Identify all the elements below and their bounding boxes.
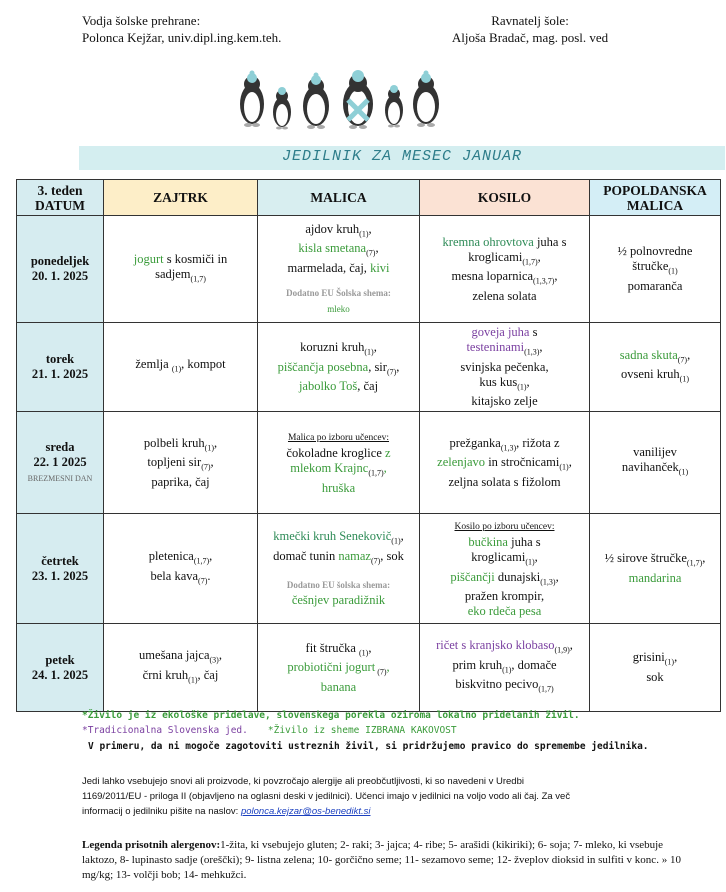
punct: , čaj <box>197 667 219 682</box>
popoldanska-cell <box>590 216 721 323</box>
food-item: juha s <box>533 234 567 249</box>
allergen-code: (1) <box>502 665 512 675</box>
col-week-label: 3. teden <box>37 182 83 198</box>
punct: , <box>396 359 400 374</box>
day-date: 24. 1. 2025 <box>31 667 89 682</box>
food-item: sok <box>646 669 664 684</box>
food-item: bučkina <box>468 535 508 549</box>
malica-cell <box>258 624 420 712</box>
table-row <box>17 412 721 514</box>
food-item: eko rdeča pesa <box>467 604 542 618</box>
punct: , <box>555 569 559 584</box>
day-cell <box>17 323 104 412</box>
zajtrk-cell <box>104 412 258 514</box>
food-item: prežganka <box>449 435 501 450</box>
food-item: štručke <box>632 259 669 274</box>
food-item: s kosmiči in sadjem <box>155 251 228 281</box>
table-row <box>17 514 721 624</box>
food-item: bela kava <box>150 568 199 583</box>
food-item: žemlja <box>135 357 172 372</box>
food-item: ričet s kranjsko klobaso <box>436 638 555 653</box>
allergen-code: (1) <box>364 347 374 357</box>
allergen-code: (1,7) <box>193 556 210 566</box>
punct: , <box>534 550 538 564</box>
food-item: zeljna solata s fižolom <box>448 474 561 489</box>
info-line: 1169/2011/EU - priloga II (objavljeno na oglasni deski v jedilnici). Učenci imajo v jedilnici na voljo vodo ali čaj. Za več <box>82 791 571 802</box>
allergen-code: (7) <box>370 556 381 565</box>
food-item: , kompot <box>181 357 226 372</box>
allergen-code: (3) <box>209 655 219 665</box>
food-item: grisini <box>632 650 665 665</box>
page-title: JEDILNIK ZA MESEC JANUAR <box>281 148 523 165</box>
punct: . <box>207 568 211 583</box>
penguin-1 <box>240 71 264 128</box>
day-cell <box>17 624 104 712</box>
food-item: pletenica <box>148 549 194 563</box>
kosilo-cell <box>420 323 590 412</box>
legend-text: 1-žita, ki vsebujejo gluten; 2- raki; 3- jajca; 4- ribe; 5- arašidi (kikiriki); 6- soja; 7- mleko, ki vsebuje laktozo, 8- lupinasto sadje (oreščki); 9- listna zelena; 10- gorčično seme; 11- sezamovo seme; 12- žveplov dioksid in sulfiti v konc. » 10 mg/kg; 13- volčji bob; 14- mehkužci. <box>82 839 681 881</box>
allergen-code: (1,3) <box>524 347 540 357</box>
allergen-code: (1,7) <box>538 684 554 694</box>
malica-cell <box>258 412 420 514</box>
principal-role: Ravnatelj šole: <box>491 13 569 28</box>
table-row <box>17 624 721 712</box>
food-item: navihanček <box>621 460 679 475</box>
food-item: ajdov kruh <box>305 221 360 236</box>
allergen-code: (7) <box>366 248 376 258</box>
food-item: prim kruh <box>452 657 503 672</box>
food-item: sadna skuta <box>619 347 678 362</box>
allergen-code: (1,3) <box>500 443 517 452</box>
punct: , <box>210 455 214 469</box>
food-item: čokoladne kroglice <box>286 446 385 461</box>
col-date-label: DATUM <box>35 197 85 213</box>
food-item: ½ sirove štručke <box>604 551 687 566</box>
popoldanska-cell <box>590 412 721 514</box>
food-item: , čaj <box>357 379 379 393</box>
food-item: , rižota z <box>516 435 560 450</box>
food-item: dunajski <box>494 569 541 584</box>
penguin-4 <box>343 70 373 129</box>
punct: , <box>386 660 390 674</box>
food-item: fit štručka <box>305 640 359 655</box>
popoldanska-cell <box>590 514 721 624</box>
punct: , <box>539 340 543 354</box>
food-item: marmelada, čaj, <box>287 260 371 275</box>
punct: , <box>674 650 678 665</box>
zajtrk-cell <box>104 514 258 624</box>
eu-scheme-item: mleko <box>327 303 350 314</box>
food-item: mandarina <box>628 570 682 585</box>
food-item: svinjska pečenka, <box>460 359 549 374</box>
day-date: 22. 1 2025 <box>33 454 87 469</box>
eu-scheme-label: Dodatno EU Šolska shema: <box>286 287 391 298</box>
day-date: 20. 1. 2025 <box>31 269 89 283</box>
eu-scheme-label: Dodatno EU šolska shema: <box>286 580 391 590</box>
food-item: zelenjavo <box>437 455 486 469</box>
allergen-code: (1) <box>204 443 214 452</box>
malica-cell <box>258 216 420 323</box>
punct: , <box>373 340 377 354</box>
food-item: namaz <box>338 548 371 563</box>
punct: , <box>554 269 558 283</box>
eco-note: *Živilo je iz ekološke pridelave, slovenskega porekla oziroma lokalno pridelanih živil. <box>82 710 580 721</box>
malica-cell <box>258 323 420 412</box>
quality-scheme-note: *Živilo iz sheme IZBRANA KAKOVOST <box>267 725 457 736</box>
punct: , <box>702 551 706 566</box>
food-item: vanilijev <box>633 445 677 460</box>
info-line <box>82 804 682 819</box>
kosilo-cell <box>420 216 590 323</box>
punct: , <box>569 638 573 653</box>
penguin-2 <box>273 87 291 130</box>
allergen-code: (1) <box>525 557 535 567</box>
punct: , <box>209 549 213 563</box>
allergen-code: (1) <box>359 229 369 238</box>
food-item: hruška <box>321 480 356 495</box>
dietitian-block <box>82 12 281 46</box>
col-pop-label-2: MALICA <box>626 197 684 213</box>
change-disclaimer: V primeru, da ni mogoče zagotoviti ustreznih živil, si pridržujemo pravico do spremembe jedilnika. <box>88 741 649 752</box>
allergen-code: (7) <box>375 667 387 677</box>
col-header-date <box>17 180 104 216</box>
punct: , <box>687 347 691 362</box>
col-header-kosilo: KOSILO <box>420 180 590 216</box>
allergen-code: (1) <box>559 462 569 472</box>
allergen-code: (1) <box>664 657 675 667</box>
food-item: , sir <box>368 359 387 374</box>
allergen-code: (1) <box>679 374 689 384</box>
allergen-code: (1,7) <box>522 257 538 266</box>
food-item: pomaranča <box>627 278 683 293</box>
allergen-code: (7) <box>201 462 211 472</box>
allergen-code: (1,3) <box>540 577 556 586</box>
food-item: banana <box>320 679 357 694</box>
principal-name: Aljoša Bradač, mag. posl. ved <box>451 30 609 45</box>
food-item: kmečki kruh Senekovič <box>273 529 392 543</box>
dietitian-role: Vodja šolske prehrane: <box>82 13 201 28</box>
punct: , <box>213 435 218 450</box>
allergen-code: (1,3,7) <box>533 276 555 286</box>
popoldanska-cell <box>590 624 721 712</box>
col-header-zajtrk: ZAJTRK <box>104 180 258 216</box>
legend-label: Legenda prisotnih alergenov: <box>82 839 221 851</box>
food-item: in stročnicami <box>485 455 560 469</box>
food-item: goveja juha <box>471 325 530 339</box>
day-name: torek <box>45 352 75 366</box>
allergen-code: (7) <box>198 576 208 585</box>
food-item: kroglicami <box>471 550 526 564</box>
table-row <box>17 216 721 323</box>
meatless-day-label: BREZMESNI DAN <box>27 473 93 483</box>
tradition-note <box>82 725 457 736</box>
food-item: mlekom Krajnc <box>290 461 369 476</box>
food-item: ½ polnovredne <box>617 244 693 259</box>
day-cell <box>17 216 104 323</box>
choice-note: Malica po izboru učencev: <box>287 433 390 444</box>
food-item: , domače <box>511 657 557 672</box>
title-band <box>79 146 725 170</box>
food-item: ovseni kruh <box>620 367 680 381</box>
kosilo-cell <box>420 624 590 712</box>
punct: , <box>537 249 541 264</box>
penguin-6 <box>413 71 439 128</box>
zajtrk-cell <box>104 624 258 712</box>
principal-block <box>430 12 630 46</box>
food-item: z <box>385 446 391 461</box>
day-date: 23. 1. 2025 <box>31 568 89 583</box>
allergen-code: (1,7) <box>368 468 384 478</box>
day-cell <box>17 412 104 514</box>
punct: , <box>400 529 404 543</box>
food-item: probiotični jogurt <box>287 660 376 674</box>
table-header-row <box>17 180 721 216</box>
penguin-5 <box>385 85 403 128</box>
penguins-illustration <box>232 68 452 134</box>
allergen-code: (1) <box>188 675 198 684</box>
allergen-code: (1) <box>171 364 182 374</box>
allergen-code: (7) <box>386 367 397 376</box>
day-name: ponedeljek <box>30 254 90 268</box>
kosilo-cell <box>420 514 590 624</box>
food-item: topljeni sir <box>147 455 202 469</box>
punct: , sok <box>380 548 404 563</box>
food-item: domač tunin <box>273 548 339 563</box>
food-item: kitajsko zelje <box>471 394 538 408</box>
allergen-code: (1,7) <box>686 558 703 568</box>
food-item: paprika, čaj <box>151 474 210 489</box>
punct: , <box>568 455 572 469</box>
allergen-code: (7) <box>677 355 688 364</box>
zajtrk-cell <box>104 323 258 412</box>
allergen-code: (1) <box>678 467 689 477</box>
eu-scheme-item: češnjev paradižnik <box>291 593 386 607</box>
food-item: zelena solata <box>472 288 537 303</box>
food-item: mesna loparnica <box>451 269 534 283</box>
info-line: Jedi lahko vsebujejo snovi ali proizvode, ki povzročajo alergije ali preobčutljivosti, ki so navedeni v Uredbi <box>82 776 524 787</box>
food-item: kisla smetana <box>298 241 367 255</box>
dietitian-name: Polonca Kejžar, univ.dipl.ing.kem.teh. <box>82 30 282 45</box>
allergen-code: (1,9) <box>554 645 570 655</box>
food-item: jabolko Toš <box>298 379 358 393</box>
col-header-malica: MALICA <box>258 180 420 216</box>
info-text: informacij o jedilniku pišite na naslov: <box>82 806 241 817</box>
food-item: kremna ohrovtova <box>442 234 534 249</box>
col-pop-label-1: POPOLDANSKA <box>603 182 707 198</box>
food-item: piščančji <box>450 569 495 584</box>
food-item: biskvitno pecivo <box>455 677 539 692</box>
food-item: kroglicami <box>468 249 523 264</box>
food-item: polbeli kruh <box>143 435 205 450</box>
penguin-3 <box>303 73 329 130</box>
day-cell <box>17 514 104 624</box>
food-item: pražen krompir, <box>464 589 545 603</box>
punct: , <box>526 374 530 389</box>
punct: , <box>383 461 387 476</box>
food-item: piščančja posebna <box>277 359 369 374</box>
allergen-code: (1) <box>517 382 527 391</box>
malica-cell <box>258 514 420 624</box>
col-header-popoldanska <box>590 180 721 216</box>
allergy-info <box>82 774 682 819</box>
punct: , <box>368 221 372 236</box>
day-name: petek <box>45 652 75 667</box>
allergen-legend <box>82 838 682 883</box>
food-item: koruzni kruh <box>300 340 365 354</box>
food-item: kus kus <box>479 374 518 389</box>
table-row <box>17 323 721 412</box>
food-item: umešana jajca <box>139 648 210 662</box>
allergen-code: (1) <box>668 266 678 276</box>
punct: , <box>368 640 372 655</box>
food-item: s <box>529 325 538 339</box>
email-link[interactable]: polonca.kejzar@os-benedikt.si <box>240 806 371 817</box>
kosilo-cell <box>420 412 590 514</box>
allergen-code: (1) <box>391 536 401 546</box>
food-item: testeninami <box>466 340 525 354</box>
day-name: sreda <box>45 439 75 454</box>
popoldanska-cell <box>590 323 721 412</box>
food-item: kivi <box>370 260 390 275</box>
food-item: juha s <box>507 535 541 549</box>
allergen-code: (1) <box>359 648 369 657</box>
food-item: črni kruh <box>142 667 189 682</box>
punct: , <box>218 648 222 662</box>
traditional-dish-note: *Tradicionalna Slovenska jed. <box>82 725 248 736</box>
day-date: 21. 1. 2025 <box>31 367 89 381</box>
menu-table <box>16 179 721 712</box>
punct: , <box>375 241 379 255</box>
day-name: četrtek <box>41 553 79 568</box>
choice-note: Kosilo po izboru učencev: <box>454 522 555 532</box>
allergen-code: (1,7) <box>190 274 206 284</box>
zajtrk-cell <box>104 216 258 323</box>
food-item: jogurt <box>133 251 164 266</box>
